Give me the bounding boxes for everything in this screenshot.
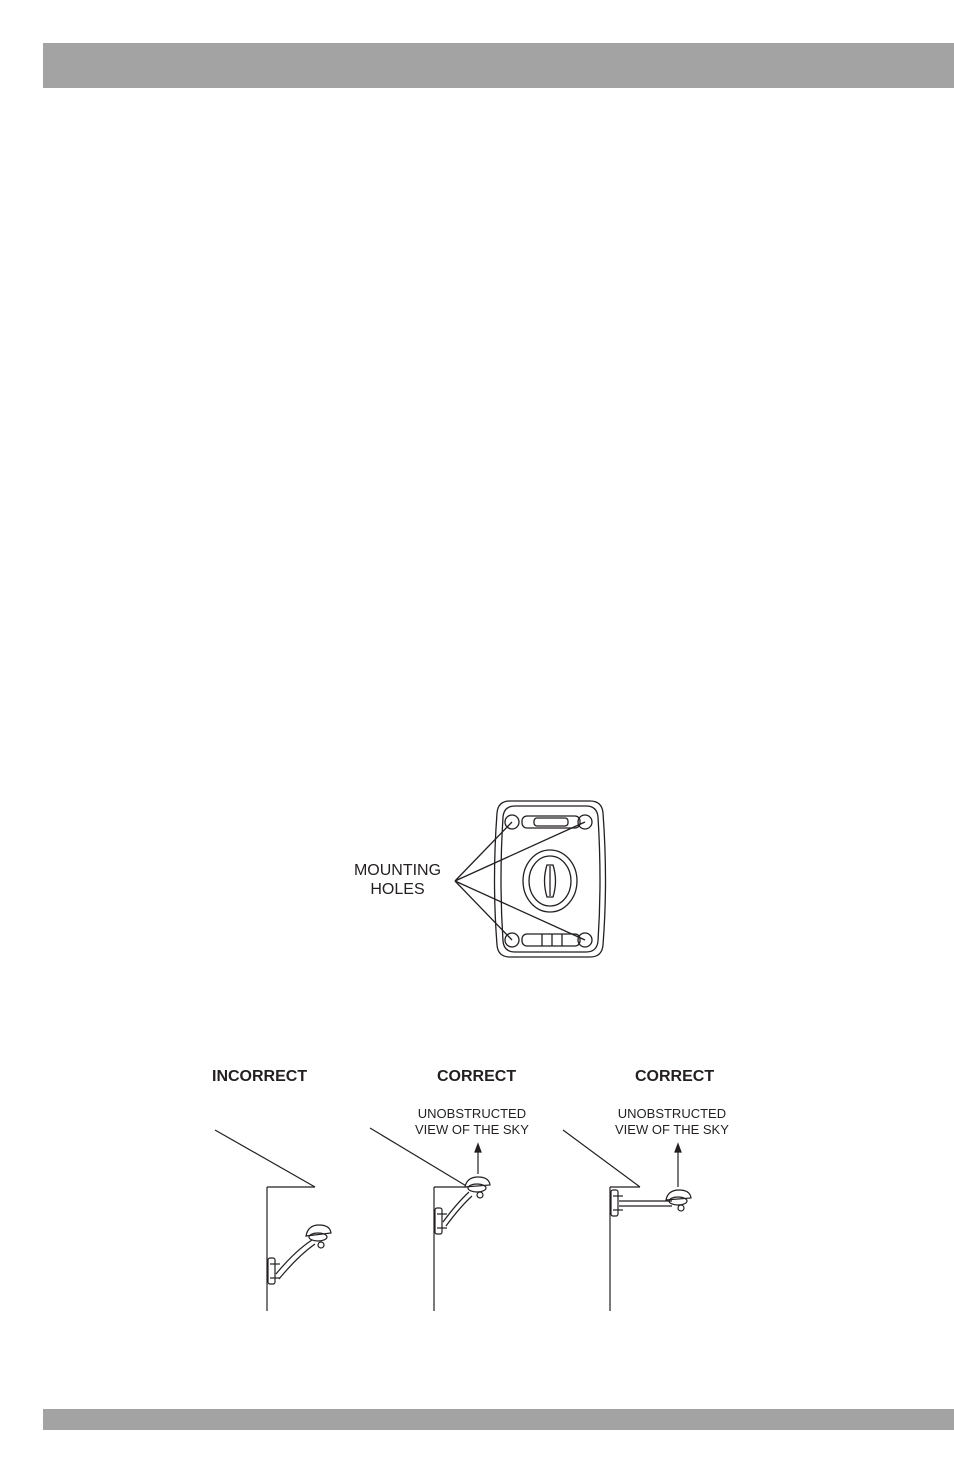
sky-view-note-line-2: VIEW OF THE SKY: [415, 1122, 529, 1137]
leader-line: [455, 822, 585, 881]
placement-panel-correct-2: [560, 1068, 800, 1328]
roof-line: [215, 1130, 315, 1187]
panel-title: CORRECT: [635, 1068, 715, 1085]
mount-arm: [276, 1240, 312, 1274]
header-bar: [43, 43, 954, 88]
leader-line: [455, 881, 585, 940]
leader-line: [455, 881, 512, 940]
mounting-plate-figure: [340, 795, 620, 965]
roof-line: [563, 1130, 640, 1187]
sky-view-note-line-2: VIEW OF THE SKY: [615, 1122, 729, 1137]
antenna-puck: [666, 1190, 691, 1200]
antenna-puck: [465, 1177, 490, 1187]
antenna-puck: [306, 1225, 331, 1236]
wall-bracket: [268, 1258, 275, 1284]
mounting-holes-label: [340, 861, 455, 899]
roof-line: [370, 1128, 468, 1187]
mounting-holes-label-line-2: HOLES: [370, 881, 425, 898]
footer-bar: [43, 1409, 954, 1430]
mount-arm: [443, 1192, 469, 1222]
leader-line: [455, 822, 512, 881]
wall-bracket: [611, 1190, 618, 1216]
correct-placement-drawing-2: [560, 1068, 800, 1328]
mounting-holes-label-line-1: MOUNTING: [353, 862, 442, 879]
sky-view-note-line-1: UNOBSTRUCTED: [417, 1106, 527, 1121]
sky-view-note-line-1: UNOBSTRUCTED: [617, 1106, 727, 1121]
panel-title: INCORRECT: [212, 1068, 308, 1085]
panel-title: CORRECT: [437, 1068, 517, 1085]
wall-bracket: [435, 1208, 442, 1234]
